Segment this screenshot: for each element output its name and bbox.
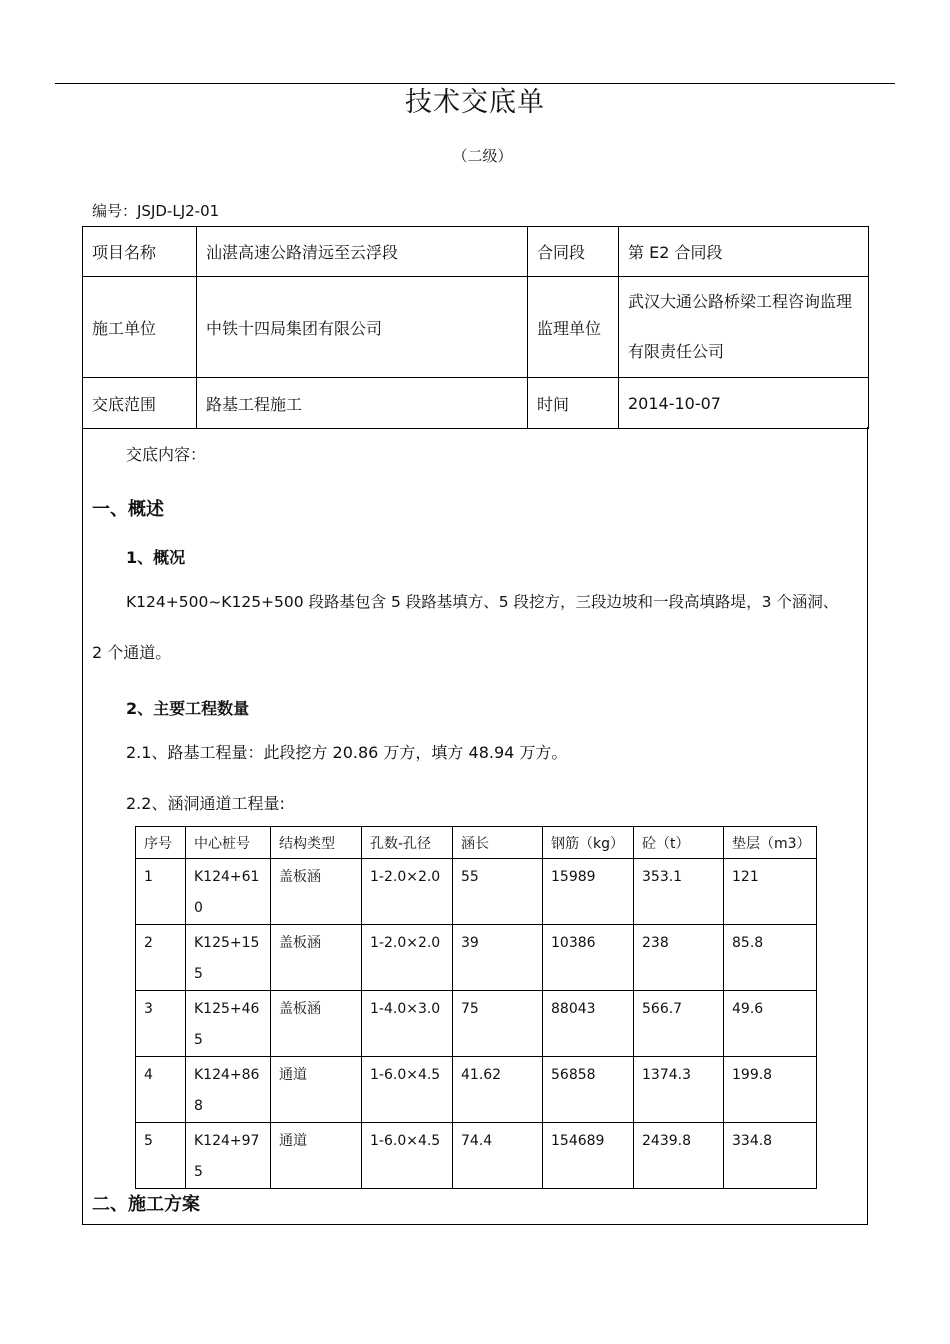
culvert-header-cell: 垫层（m3） — [724, 827, 817, 859]
culvert-header-row — [136, 827, 817, 859]
table-cell: K124+975 — [186, 1123, 271, 1189]
table-row — [136, 859, 817, 925]
table-cell: 199.8 — [724, 1057, 817, 1123]
overview-paragraph-line2: 2 个通道。 — [92, 643, 172, 662]
time-value: 2014-10-07 — [619, 378, 869, 429]
section-plan-heading: 二、施工方案 — [92, 1194, 200, 1215]
table-row — [136, 1057, 817, 1123]
culvert-table — [135, 826, 817, 1189]
table-cell: 88043 — [543, 991, 634, 1057]
subsection-quantities-heading: 2、主要工程数量 — [126, 699, 250, 718]
table-cell: K125+465 — [186, 991, 271, 1057]
culvert-header-cell: 砼（t） — [634, 827, 724, 859]
contract-label: 合同段 — [528, 227, 619, 277]
table-row — [136, 991, 817, 1057]
culvert-header-cell: 结构类型 — [271, 827, 362, 859]
table-cell: 4 — [136, 1057, 186, 1123]
table-cell: 2439.8 — [634, 1123, 724, 1189]
table-cell: 85.8 — [724, 925, 817, 991]
culvert-quantity-label: 2.2、涵洞通道工程量: — [126, 794, 285, 813]
table-cell: 15989 — [543, 859, 634, 925]
table-cell: 5 — [136, 1123, 186, 1189]
table-cell: 353.1 — [634, 859, 724, 925]
table-cell: 56858 — [543, 1057, 634, 1123]
culvert-header-cell: 涵长 — [453, 827, 543, 859]
table-cell: 盖板涵 — [271, 859, 362, 925]
info-row-builder — [83, 277, 869, 378]
table-cell: 49.6 — [724, 991, 817, 1057]
table-cell: 通道 — [271, 1057, 362, 1123]
overview-paragraph-line1: K124+500~K125+500 段路基包含 5 段路基填方、5 段挖方，三段边坡和一段高填路堤，3 个涵洞、 — [126, 593, 839, 611]
subsection-overview-heading: 1、概况 — [126, 548, 186, 567]
table-cell: 75 — [453, 991, 543, 1057]
table-cell: K124+868 — [186, 1057, 271, 1123]
table-cell: 55 — [453, 859, 543, 925]
culvert-header-cell: 序号 — [136, 827, 186, 859]
table-cell: 10386 — [543, 925, 634, 991]
table-cell: 1 — [136, 859, 186, 925]
info-row-scope — [83, 378, 869, 429]
table-row — [136, 925, 817, 991]
table-cell: 1-6.0×4.5 — [362, 1057, 453, 1123]
table-cell: 1-4.0×3.0 — [362, 991, 453, 1057]
table-cell: 238 — [634, 925, 724, 991]
culvert-header-cell: 孔数-孔径 — [362, 827, 453, 859]
info-row-project — [83, 227, 869, 277]
table-cell: 334.8 — [724, 1123, 817, 1189]
document-title: 技术交底单 — [405, 87, 545, 118]
table-cell: 1-6.0×4.5 — [362, 1123, 453, 1189]
project-info-table — [82, 226, 869, 429]
supervisor-value: 武汉大通公路桥梁工程咨询监理有限责任公司 — [619, 277, 869, 378]
table-cell: K124+610 — [186, 859, 271, 925]
table-cell: 1374.3 — [634, 1057, 724, 1123]
culvert-header-cell: 中心桩号 — [186, 827, 271, 859]
table-cell: 通道 — [271, 1123, 362, 1189]
roadbed-quantity-text: 2.1、路基工程量：此段挖方 20.86 万方，填方 48.94 万方。 — [126, 743, 568, 762]
table-cell: 2 — [136, 925, 186, 991]
table-cell: 盖板涵 — [271, 991, 362, 1057]
supervisor-label: 监理单位 — [528, 277, 619, 378]
contract-value: 第 E2 合同段 — [619, 227, 869, 277]
scope-label: 交底范围 — [83, 378, 197, 429]
builder-label: 施工单位 — [83, 277, 197, 378]
document-number: 编号：JSJD-LJ2-01 — [92, 202, 220, 220]
table-cell: 41.62 — [453, 1057, 543, 1123]
document-level: （二级） — [452, 147, 513, 165]
table-row — [136, 1123, 817, 1189]
table-cell: 121 — [724, 859, 817, 925]
section-overview-heading: 一、概述 — [92, 499, 164, 520]
table-cell: 1-2.0×2.0 — [362, 925, 453, 991]
table-cell: 74.4 — [453, 1123, 543, 1189]
table-cell: 3 — [136, 991, 186, 1057]
project-label: 项目名称 — [83, 227, 197, 277]
table-cell: 1-2.0×2.0 — [362, 859, 453, 925]
table-cell: 39 — [453, 925, 543, 991]
builder-value: 中铁十四局集团有限公司 — [197, 277, 528, 378]
project-value: 汕湛高速公路清远至云浮段 — [197, 227, 528, 277]
content-intro: 交底内容： — [126, 445, 207, 464]
time-label: 时间 — [528, 378, 619, 429]
table-cell: 154689 — [543, 1123, 634, 1189]
culvert-header-cell: 钢筋（kg） — [543, 827, 634, 859]
scope-value: 路基工程施工 — [197, 378, 528, 429]
table-cell: K125+155 — [186, 925, 271, 991]
table-cell: 盖板涵 — [271, 925, 362, 991]
table-cell: 566.7 — [634, 991, 724, 1057]
